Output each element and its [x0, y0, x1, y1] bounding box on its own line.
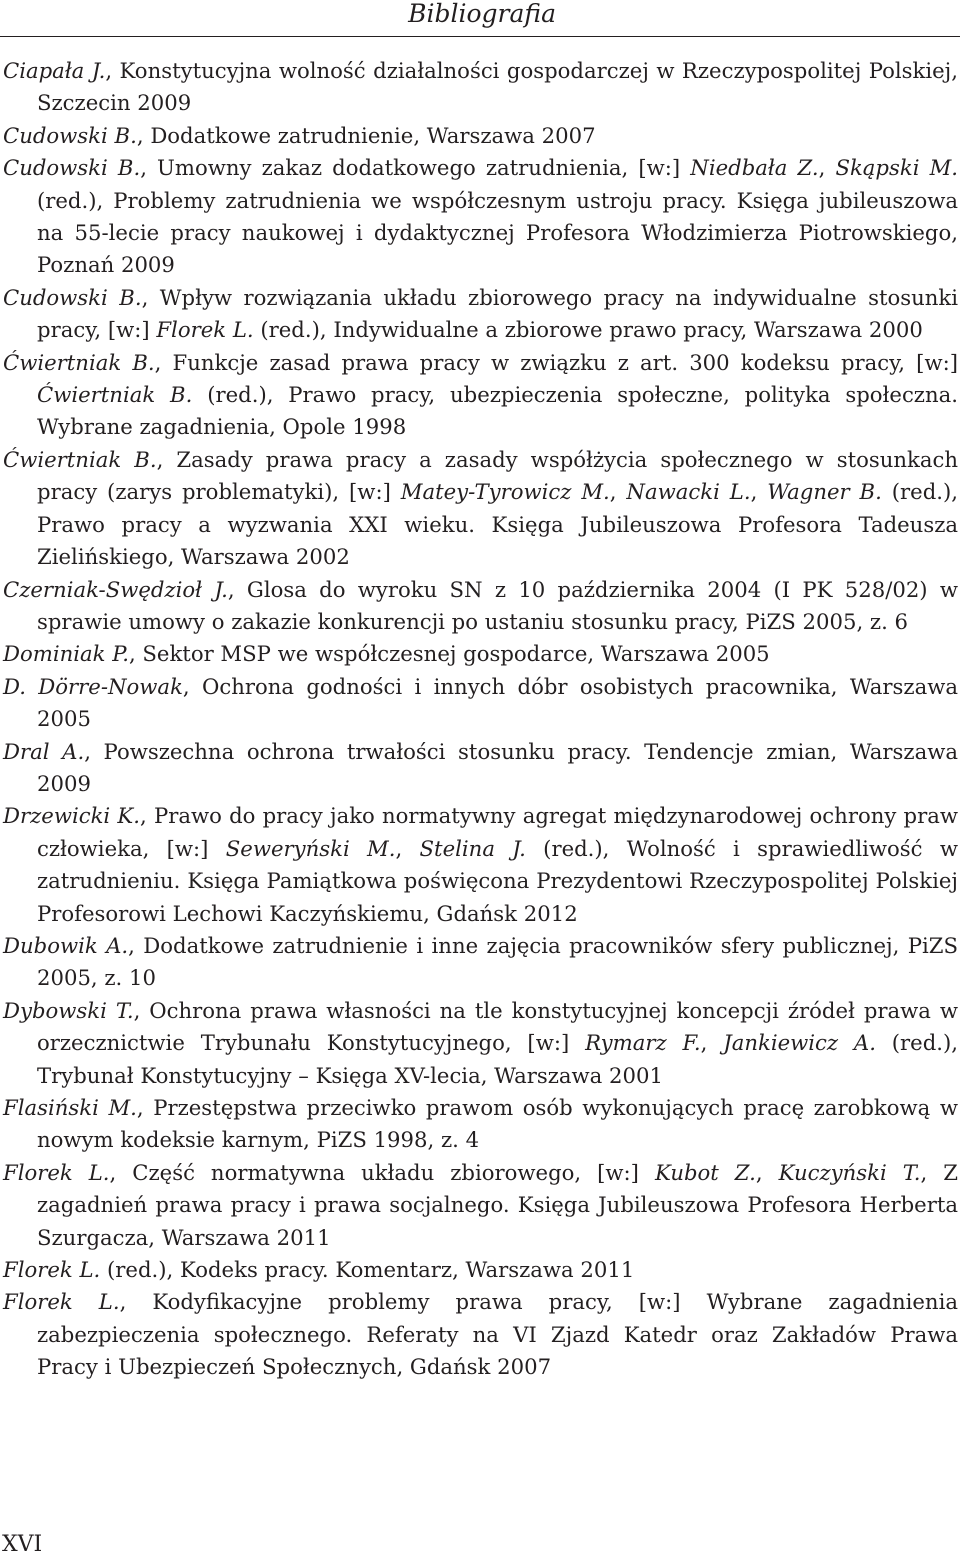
entry-editor: Jankiewicz A.	[723, 1030, 876, 1056]
entry-author: Florek L.	[3, 1289, 120, 1315]
entry-editor: Matey-Tyrowicz M.	[400, 479, 610, 505]
entry-author: Florek L.	[3, 1257, 101, 1283]
entry-editor: Wagner B.	[767, 479, 882, 505]
entry-text: (red.), Problemy zatrudnienia we współczesnym ustroju pracy. Księga jubileuszowa na 55-lecie pracy naukowej i dydaktycznej Profesora Włodzimierza Piotrowskiego, Poznań 2009	[37, 187, 958, 278]
entry-text: ,	[395, 835, 420, 861]
bibliography-entry	[3, 1092, 958, 1157]
bibliography-entry	[3, 55, 958, 120]
entry-text: , Umowny zakaz dodatkowego zatrudnienia, [w:]	[140, 155, 691, 181]
entry-editor: Skąpski M.	[835, 155, 959, 181]
bibliography-entry	[3, 1157, 958, 1254]
entry-text: , Ochrona godności i innych dóbr osobistych pracownika, Warszawa 2005	[37, 673, 958, 732]
entry-author: Dubowik A.	[3, 932, 129, 958]
entry-text: (red.), Trybunał Konstytucyjny – Księga XV-lecia, Warszawa 2001	[37, 1030, 959, 1088]
entry-text: ,	[755, 1159, 779, 1185]
bibliography-entry	[3, 671, 958, 736]
bibliography-entry	[3, 444, 958, 574]
bibliography-entry	[3, 152, 958, 282]
entry-editor: Stelina J.	[419, 835, 526, 861]
entry-editor: Kubot Z.	[654, 1159, 756, 1185]
entry-author: Dybowski T.	[3, 997, 134, 1023]
entry-author: Ćwiertniak B.	[3, 446, 157, 472]
entry-author: Florek L.	[3, 1159, 110, 1185]
entry-text: ,	[609, 479, 627, 505]
entry-editor: Florek L.	[156, 317, 254, 343]
page-number: XVI	[2, 1532, 43, 1557]
bibliography-entry	[3, 120, 958, 152]
entry-editor: Niedbała Z.	[690, 155, 819, 181]
entry-text: , Część normatywna układu zbiorowego, [w:]	[109, 1159, 655, 1185]
entry-author: D. Dörre-Nowak	[3, 673, 183, 699]
entry-author: Cudowski B.	[3, 122, 137, 148]
entry-text: (red.), Wolność i sprawiedliwość w zatrudnieniu. Księga Pamiątkowa poświęcona Prezydentowi Rzeczypospolitej Polskiej Profesorowi Lechowi Kaczyńskiemu, Gdańsk 2012	[37, 835, 959, 926]
entry-author: Cudowski B.	[3, 155, 141, 181]
entry-author: Flasiński M.	[3, 1095, 137, 1120]
bibliography-entry	[3, 574, 958, 639]
entry-text: (red.), Prawo pracy a wyzwania XXI wieku. Księga Jubileuszowa Profesora Tadeusza Zielińskiego, Warszawa 2002	[37, 479, 958, 570]
entry-author: Cudowski B.	[3, 284, 142, 310]
bibliography-entry	[3, 736, 958, 801]
entry-author: Dral A.	[3, 738, 85, 764]
bibliography-entry	[3, 282, 958, 347]
entry-editor: Ćwiertniak B.	[37, 382, 193, 408]
entry-author: Drzewicki K.	[3, 803, 140, 829]
entry-text: ,	[700, 1030, 724, 1056]
entry-text: (red.), Prawo pracy, ubezpieczenia społeczne, polityka społeczna. Wybrane zagadnienia, Opole 1998	[37, 382, 958, 440]
entry-author: Czerniak-Swędzioł J.	[3, 576, 228, 602]
entry-text: ,	[750, 479, 768, 505]
bibliography-list	[3, 55, 958, 1384]
entry-text: , Zasady prawa pracy a zasady współżycia społecznego w stosunkach pracy (zarys problematyki), [w:]	[37, 446, 958, 505]
entry-text: , Z zagadnień prawa pracy i prawa socjalnego. Księga Jubileuszowa Profesora Herberta Szurgacza, Warszawa 2011	[37, 1159, 958, 1250]
entry-text: , Kodyfikacyjne problemy prawa pracy, [w:] Wybrane zagadnienia zabezpieczenia społecznego. Referaty na VI Zjazd Katedr oraz Zakładów Prawa Pracy i Ubezpieczeń Społecznych, Gdańsk 2007	[37, 1289, 958, 1380]
entry-text: , Dodatkowe zatrudnienie i inne zajęcia pracowników sfery publicznej, PiZS 2005, z. 10	[37, 932, 958, 991]
entry-text: , Powszechna ochrona trwałości stosunku pracy. Tendencje zmian, Warszawa 2009	[37, 738, 958, 796]
running-header-title: Bibliografia	[408, 0, 556, 28]
entry-text: ,	[818, 155, 836, 181]
bibliography-entry	[3, 1286, 958, 1383]
bibliography-entry	[3, 638, 958, 670]
entry-text: , Dodatkowe zatrudnienie, Warszawa 2007	[136, 122, 596, 148]
entry-text: , Konstytucyjna wolność działalności gospodarczej w Rzeczypospolitej Polskiej, Szczecin 2009	[37, 58, 958, 116]
bibliography-entry	[3, 995, 958, 1092]
entry-author: Ciapała J.	[3, 58, 106, 83]
entry-author: Ćwiertniak B.	[3, 349, 155, 375]
entry-editor: Seweryński M.	[225, 835, 396, 861]
entry-editor: Kuczyński T.	[778, 1159, 921, 1185]
entry-text: , Ochrona prawa własności na tle konstytucyjnej koncepcji źródeł prawa w orzecznictwie Trybunału Konstytucyjnego, [w:]	[37, 997, 958, 1056]
entry-text: , Przestępstwa przeciwko prawom osób wykonujących pracę zarobkową w nowym kodeksie karnym, PiZS 1998, z. 4	[37, 1095, 958, 1153]
entry-text: , Glosa do wyroku SN z 10 października 2004 (I PK 528/02) w sprawie umowy o zakazie konkurencji po ustaniu stosunku pracy, PiZS 2005, z. 6	[37, 576, 958, 634]
bibliography-entry	[3, 347, 958, 444]
running-header	[0, 0, 960, 37]
bibliography-entry	[3, 930, 958, 995]
entry-editor: Rymarz F.	[585, 1030, 701, 1056]
entry-text: (red.), Kodeks pracy. Komentarz, Warszawa 2011	[100, 1257, 635, 1283]
entry-text: , Wpływ rozwiązania układu zbiorowego pracy na indywidualne stosunki pracy, [w:]	[37, 284, 958, 343]
entry-text: (red.), Indywidualne a zbiorowe prawo pracy, Warszawa 2000	[253, 317, 923, 343]
bibliography-entry	[3, 1254, 958, 1286]
entry-text: , Sektor MSP we współczesnej gospodarce, Warszawa 2005	[128, 641, 770, 667]
entry-text: , Funkcje zasad prawa pracy w związku z art. 300 kodeksu pracy, [w:]	[154, 349, 958, 375]
entry-author: Dominiak P.	[3, 641, 129, 667]
entry-editor: Nawacki L.	[626, 479, 751, 505]
bibliography-entry	[3, 800, 958, 930]
entry-text: , Prawo do pracy jako normatywny agregat międzynarodowej ochrony praw człowieka, [w:]	[37, 803, 958, 861]
